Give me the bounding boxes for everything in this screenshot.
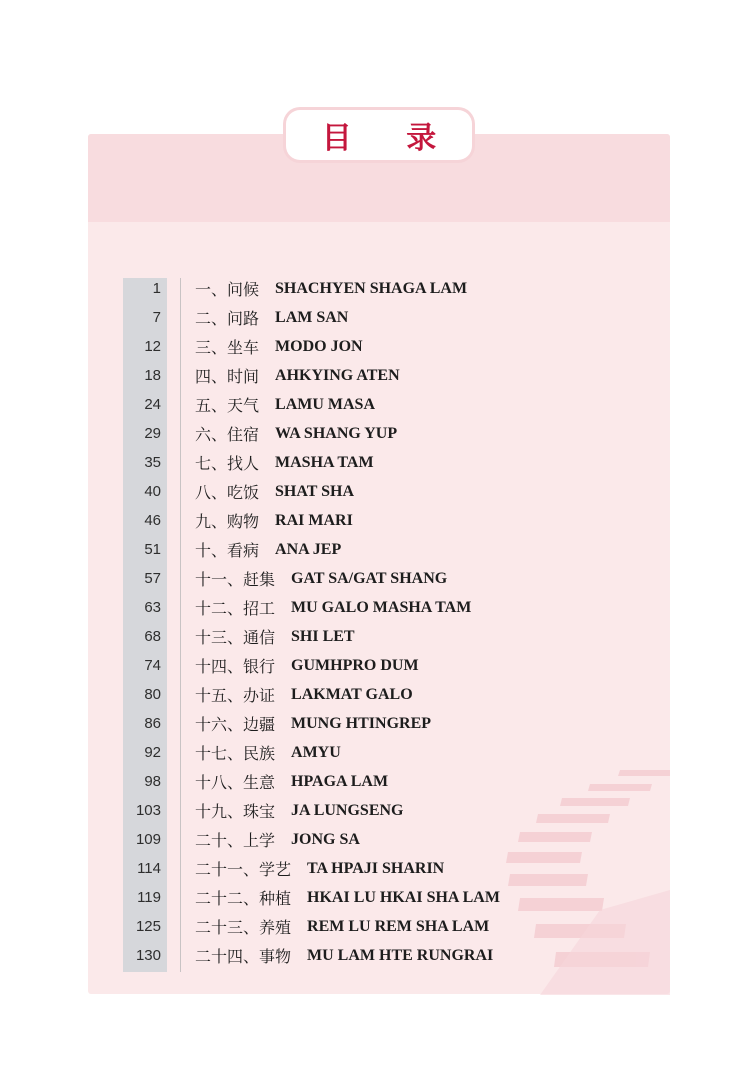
jingpo-title: LAMU MASA: [275, 395, 376, 413]
toc-entry[interactable]: [123, 883, 663, 912]
toc-entry[interactable]: [123, 332, 663, 361]
page-number: 24: [144, 396, 161, 413]
page-number: 7: [152, 309, 161, 326]
chinese-title: 七、找人: [195, 454, 260, 473]
chinese-title: 三、坐车: [195, 338, 260, 357]
chinese-title: 十五、办证: [195, 686, 276, 705]
page-number: 12: [144, 338, 161, 355]
page-number: 103: [135, 802, 161, 819]
jingpo-title: SHI LET: [291, 627, 355, 645]
jingpo-title: HPAGA LAM: [291, 772, 389, 790]
jingpo-title: JA LUNGSENG: [291, 801, 404, 819]
toc-entry[interactable]: [123, 622, 663, 651]
page-number: 29: [144, 425, 161, 442]
toc-entry[interactable]: [123, 854, 663, 883]
toc-entry[interactable]: [123, 680, 663, 709]
chinese-title: 五、天气: [195, 396, 260, 415]
chinese-title: 十九、珠宝: [195, 802, 276, 821]
toc-entry[interactable]: [123, 941, 663, 970]
chinese-title: 二、问路: [195, 309, 260, 328]
toc-entry[interactable]: [123, 390, 663, 419]
chinese-title: 四、时间: [195, 367, 260, 386]
chinese-title: 二十三、养殖: [195, 918, 292, 937]
jingpo-title: LAKMAT GALO: [291, 685, 413, 703]
chinese-title: 八、吃饭: [195, 483, 260, 502]
jingpo-title: SHACHYEN SHAGA LAM: [275, 279, 468, 297]
jingpo-title: AMYU: [291, 743, 341, 761]
chinese-title: 十二、招工: [195, 599, 276, 618]
jingpo-title: HKAI LU HKAI SHA LAM: [307, 888, 500, 906]
page-number: 92: [144, 744, 161, 761]
page-number: 98: [144, 773, 161, 790]
page-number: 125: [135, 918, 161, 935]
jingpo-title: MU LAM HTE RUNGRAI: [307, 946, 494, 964]
toc-entry[interactable]: [123, 738, 663, 767]
page-number: 46: [144, 512, 161, 529]
toc-entry[interactable]: [123, 593, 663, 622]
toc-entry[interactable]: [123, 796, 663, 825]
chinese-title: 二十四、事物: [195, 947, 292, 966]
jingpo-title: GAT SA/GAT SHANG: [291, 569, 448, 587]
toc-entry[interactable]: [123, 419, 663, 448]
chinese-title: 九、购物: [195, 512, 260, 531]
jingpo-title: GUMHPRO DUM: [291, 656, 419, 674]
jingpo-title: WA SHANG YUP: [275, 424, 398, 442]
page-number: 1: [152, 280, 161, 297]
jingpo-title: SHAT SHA: [275, 482, 355, 500]
page-number: 114: [137, 860, 161, 877]
page-number: 57: [144, 570, 161, 587]
toc-entry[interactable]: [123, 506, 663, 535]
page-number: 63: [144, 599, 161, 616]
chinese-title: 十七、民族: [195, 744, 276, 763]
page-number: 40: [144, 483, 161, 500]
page-number: 109: [135, 831, 161, 848]
jingpo-title: TA HPAJI SHARIN: [307, 859, 445, 877]
page-number: 35: [144, 454, 161, 471]
jingpo-title: LAM SAN: [275, 308, 349, 326]
jingpo-title: AHKYING ATEN: [275, 366, 400, 384]
chinese-title: 十三、通信: [195, 628, 276, 647]
toc-entry[interactable]: [123, 825, 663, 854]
chinese-title: 二十、上学: [195, 831, 276, 850]
jingpo-title: REM LU REM SHA LAM: [307, 917, 490, 935]
page-number: 80: [144, 686, 161, 703]
toc-entry[interactable]: [123, 709, 663, 738]
chinese-title: 十八、生意: [195, 773, 276, 792]
page-title: 目 录: [321, 121, 459, 156]
chinese-title: 十一、赶集: [195, 570, 276, 589]
toc-entry[interactable]: [123, 274, 663, 303]
toc-entry[interactable]: [123, 564, 663, 593]
toc-entry[interactable]: [123, 361, 663, 390]
jingpo-title: RAI MARI: [275, 511, 353, 529]
page-number: 51: [144, 541, 161, 558]
toc-entry[interactable]: [123, 912, 663, 941]
page-number: 86: [144, 715, 161, 732]
title-tab: [286, 110, 472, 160]
jingpo-title: MODO JON: [275, 337, 363, 355]
toc-entry[interactable]: [123, 303, 663, 332]
chinese-title: 二十二、种植: [195, 889, 292, 908]
toc-entry[interactable]: [123, 448, 663, 477]
jingpo-title: MUNG HTINGREP: [291, 714, 432, 732]
page-number: 130: [135, 947, 161, 964]
toc-entry[interactable]: [123, 651, 663, 680]
jingpo-title: MU GALO MASHA TAM: [291, 598, 472, 616]
table-of-contents: [123, 274, 663, 970]
jingpo-title: JONG SA: [291, 830, 360, 848]
page-number: 18: [144, 367, 161, 384]
chinese-title: 二十一、学艺: [195, 860, 292, 879]
toc-entry[interactable]: [123, 535, 663, 564]
toc-entry[interactable]: [123, 767, 663, 796]
page-number: 119: [137, 889, 161, 906]
chinese-title: 十四、银行: [195, 657, 276, 676]
chinese-title: 十、看病: [195, 541, 260, 560]
toc-entry[interactable]: [123, 477, 663, 506]
page-number: 74: [144, 657, 161, 674]
chinese-title: 一、问候: [195, 280, 260, 299]
chinese-title: 十六、边疆: [195, 715, 276, 734]
chinese-title: 六、住宿: [195, 425, 260, 444]
jingpo-title: MASHA TAM: [275, 453, 374, 471]
jingpo-title: ANA JEP: [275, 540, 342, 558]
page-number: 68: [144, 628, 161, 645]
